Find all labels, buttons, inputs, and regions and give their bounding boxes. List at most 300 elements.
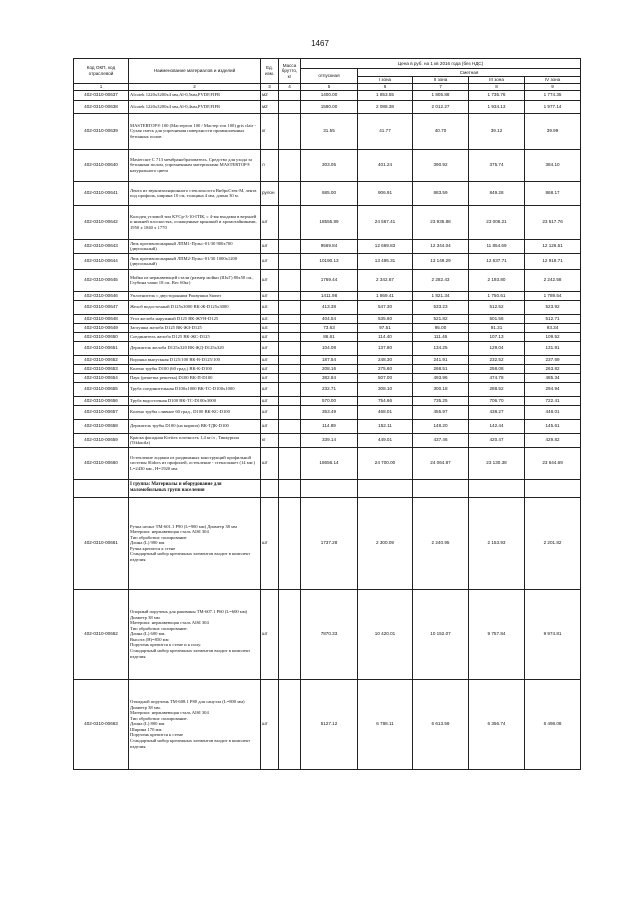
cell-release-price: 9569.84 bbox=[301, 239, 358, 253]
cell-mass bbox=[279, 113, 301, 149]
cell-zone-2: 1 821.34 bbox=[413, 291, 469, 300]
empty-cell bbox=[261, 479, 279, 497]
cell-zone-3: 23 130.38 bbox=[469, 447, 525, 479]
cell-zone-4: 6 498.08 bbox=[525, 679, 581, 769]
cell-name: Остекление лоджии из раздвижных конструкций профильной системы Slidors из профилей, остекление - стеклопакет (14 мм ) L=2430 мм., Н=1920 мм. bbox=[129, 447, 261, 479]
cell-unit: шт bbox=[261, 341, 279, 355]
cell-zone-4: 93.34 bbox=[525, 323, 581, 332]
cell-zone-3: 11 854.69 bbox=[469, 239, 525, 253]
header-price-group: Цена в руб. на 1 кв 2016 года (без НДС) bbox=[301, 59, 581, 69]
cell-unit: шт bbox=[261, 679, 279, 769]
cell-code: 402-0310-00663 bbox=[74, 679, 129, 769]
cell-zone-2: 2 012.27 bbox=[413, 100, 469, 113]
cell-zone-2: 24 064.87 bbox=[413, 447, 469, 479]
cell-release-price: 187.54 bbox=[301, 355, 358, 364]
empty-cell bbox=[413, 479, 469, 497]
cell-name: Паук (решетка решетка) D100 ВК-П-D100 bbox=[129, 373, 261, 382]
cell-code: 402-0310-00654 bbox=[74, 373, 129, 382]
cell-zone-4: 485.34 bbox=[525, 373, 581, 382]
cell-name: Краска фасадная Kiviteх плотность 1,4 кг/л , Тиккурила (Tikkurila) bbox=[129, 433, 261, 447]
cell-unit: шт bbox=[261, 355, 279, 364]
cell-zone-4: 23 644.69 bbox=[525, 447, 581, 479]
cell-unit: шт bbox=[261, 269, 279, 291]
cell-code: 402-0310-00661 bbox=[74, 497, 129, 589]
cell-release-price: 1411.98 bbox=[301, 291, 358, 300]
cell-zone-1: 906.91 bbox=[358, 181, 413, 205]
cell-zone-3: 2 193.80 bbox=[469, 269, 525, 291]
cell-zone-3: 1 735.76 bbox=[469, 90, 525, 100]
table-row bbox=[74, 323, 581, 332]
cell-release-price: 1400.00 bbox=[301, 90, 358, 100]
header-unit: Ед. изм. bbox=[261, 59, 279, 84]
cell-zone-1: 114.40 bbox=[358, 332, 413, 341]
cell-name: Колено трубы сливное 60 град., D100 ВК-КС-D100 bbox=[129, 405, 261, 419]
cell-zone-1: 10 420.01 bbox=[358, 589, 413, 679]
cell-zone-4: 2 242.58 bbox=[525, 269, 581, 291]
cell-zone-2: 148.20 bbox=[413, 419, 469, 433]
column-number: 8 bbox=[469, 84, 525, 91]
cell-mass bbox=[279, 679, 301, 769]
cell-zone-3: 91.31 bbox=[469, 323, 525, 332]
cell-zone-4: 145.61 bbox=[525, 419, 581, 433]
column-number: 5 bbox=[301, 84, 358, 91]
column-number: 7 bbox=[413, 84, 469, 91]
cell-unit: шт bbox=[261, 396, 279, 405]
cell-zone-2: 300.18 bbox=[413, 382, 469, 396]
cell-mass bbox=[279, 364, 301, 373]
header-mass: Масса брутто, кг bbox=[279, 59, 301, 84]
cell-name: MASTERTOP® 100 (Мастертоп 100 / Мастер топ 100) gris clair - Сухая смесь для упрочнения поверхности промышленных бетонных полов bbox=[129, 113, 261, 149]
cell-zone-3: 512.52 bbox=[469, 300, 525, 314]
cell-zone-4: 131.91 bbox=[525, 341, 581, 355]
cell-zone-2: 2 282.43 bbox=[413, 269, 469, 291]
cell-mass bbox=[279, 323, 301, 332]
cell-release-price: 18555.89 bbox=[301, 205, 358, 239]
table-row bbox=[74, 497, 581, 589]
cell-zone-1: 2 342.67 bbox=[358, 269, 413, 291]
cell-zone-1: 152.11 bbox=[358, 419, 413, 433]
cell-release-price: 685.00 bbox=[301, 181, 358, 205]
cell-name: Alcotek 1220x3200x4 мм,Al-0,5мм,PVDF,FIFR bbox=[129, 90, 261, 100]
header-code: Код ОКП, код отраслевой bbox=[74, 59, 129, 84]
cell-mass bbox=[279, 90, 301, 100]
header-zone-4: IV зона bbox=[525, 77, 581, 84]
table-row bbox=[74, 291, 581, 300]
cell-mass bbox=[279, 589, 301, 679]
cell-zone-3: 232.52 bbox=[469, 355, 525, 364]
cell-zone-3: 501.56 bbox=[469, 314, 525, 323]
cell-zone-3: 1 750.61 bbox=[469, 291, 525, 300]
cell-zone-2: 533.23 bbox=[413, 300, 469, 314]
cell-zone-4: 23 517.76 bbox=[525, 205, 581, 239]
cell-code: 402-0310-00643 bbox=[74, 239, 129, 253]
empty-cell bbox=[279, 479, 301, 497]
table-row bbox=[74, 253, 581, 269]
cell-code: 402-0310-00645 bbox=[74, 269, 129, 291]
column-number: 2 bbox=[129, 84, 261, 91]
cell-mass bbox=[279, 181, 301, 205]
cell-code: 402-0310-00651 bbox=[74, 341, 129, 355]
cell-zone-3: 12 637.71 bbox=[469, 253, 525, 269]
cell-unit: шт bbox=[261, 253, 279, 269]
cell-name: Держатель трубы D100 (на кирпич) ВК-ТДК-D100 bbox=[129, 419, 261, 433]
table-row bbox=[74, 239, 581, 253]
cell-code: 402-0310-00655 bbox=[74, 382, 129, 396]
cell-zone-3: 9 757.84 bbox=[469, 589, 525, 679]
cell-mass bbox=[279, 100, 301, 113]
cell-zone-2: 95.00 bbox=[413, 323, 469, 332]
cell-zone-2: 521.82 bbox=[413, 314, 469, 323]
cell-code: 402-0310-00647 bbox=[74, 300, 129, 314]
cell-zone-1: 2 300.09 bbox=[358, 497, 413, 589]
cell-zone-2: 1 805.88 bbox=[413, 90, 469, 100]
cell-zone-4: 448.01 bbox=[525, 405, 581, 419]
cell-name: Мойка из нержавеющей стали (размер мойки (ШхГ) 80х50 см., Глубина чаши 18 см. Вес 60кг) bbox=[129, 269, 261, 291]
table-row bbox=[74, 149, 581, 181]
cell-code: 402-0310-00658 bbox=[74, 419, 129, 433]
empty-cell bbox=[74, 479, 129, 497]
column-number: 4 bbox=[279, 84, 301, 91]
cell-mass bbox=[279, 433, 301, 447]
cell-zone-4: 1 774.35 bbox=[525, 90, 581, 100]
table-row bbox=[74, 300, 581, 314]
cell-mass bbox=[279, 341, 301, 355]
cell-code: 402-0310-00641 bbox=[74, 181, 129, 205]
cell-unit: шт bbox=[261, 364, 279, 373]
empty-cell bbox=[525, 479, 581, 497]
cell-zone-3: 375.74 bbox=[469, 149, 525, 181]
cell-name: Воронка выпускная D125/100 ВК-В-D125/100 bbox=[129, 355, 261, 364]
cell-name: Желоб водосточный D125х3000 ВК-Ж-D125х3000 bbox=[129, 300, 261, 314]
group-row bbox=[74, 479, 581, 497]
table-row bbox=[74, 396, 581, 405]
cell-code: 402-0310-00660 bbox=[74, 447, 129, 479]
cell-code: 402-0310-00662 bbox=[74, 589, 129, 679]
cell-release-price: 232.71 bbox=[301, 382, 358, 396]
table-body bbox=[74, 90, 581, 769]
cell-unit: м2 bbox=[261, 90, 279, 100]
cell-name: Держатель желоба D125х320 ВК-ЖД-D125х320 bbox=[129, 341, 261, 355]
cell-zone-1: 12 669.83 bbox=[358, 239, 413, 253]
cell-release-price: 104.08 bbox=[301, 341, 358, 355]
cell-code: 402-0310-00642 bbox=[74, 205, 129, 239]
cell-mass bbox=[279, 332, 301, 341]
cell-name: Опорный поручень для раковины ТМ-607.1 Р60 (L=600 мм) Диаметр 38 мм Материал: нержавеющая сталь AISI 304 Тип обработки: полирование. Длина (L) 600 мм. Высота (Н)=850 мм Поручень крепится к стене и к полу. Стандартный набор крепежных элементов входит в комплект изделия bbox=[129, 589, 261, 679]
cell-unit: кг bbox=[261, 113, 279, 149]
cell-unit: шт bbox=[261, 239, 279, 253]
cell-code: 402-0310-00648 bbox=[74, 314, 129, 323]
cell-code: 402-0310-00659 bbox=[74, 433, 129, 447]
column-number: 1 bbox=[74, 84, 129, 91]
cell-unit: шт bbox=[261, 497, 279, 589]
cell-unit: шт bbox=[261, 291, 279, 300]
cell-zone-2: 13 149.29 bbox=[413, 253, 469, 269]
cell-mass bbox=[279, 291, 301, 300]
cell-name: Откидной поручень ТМ-608.1 Р80 для санузла (L=800 мм) Диаметр 38 мм. Материал: нержавеющая сталь AISI 304 Тип обработки: полирование. Длина (L) 800 мм Ширина 170 мм. Поручень крепится к стене Стандартный набор крепежных элементов входит в комплект изделия bbox=[129, 679, 261, 769]
cell-mass bbox=[279, 314, 301, 323]
cell-release-price: 31.55 bbox=[301, 113, 358, 149]
cell-release-price: 7870.33 bbox=[301, 589, 358, 679]
cell-zone-2: 883.59 bbox=[413, 181, 469, 205]
cell-mass bbox=[279, 396, 301, 405]
cell-name: Mastercure C 713 мембранобразователь. Средство для ухода за бетонным полом, упрочненным материалами MASTERTOP® натурального цвета bbox=[129, 149, 261, 181]
cell-unit: шт. bbox=[261, 314, 279, 323]
cell-name: Лента из звукоизоляционного стеклохолста ВиброСтек-М, лента под профиль, ширина 10 см, толщина 4 мм, длина 30 м. bbox=[129, 181, 261, 205]
table-row bbox=[74, 364, 581, 373]
cell-mass bbox=[279, 149, 301, 181]
table-row bbox=[74, 100, 581, 113]
cell-zone-1: 547.30 bbox=[358, 300, 413, 314]
cell-zone-2: 493.96 bbox=[413, 373, 469, 382]
cell-zone-4: 512.71 bbox=[525, 314, 581, 323]
cell-release-price: 1580.00 bbox=[301, 100, 358, 113]
table-row bbox=[74, 332, 581, 341]
header-estimate: Сметная bbox=[358, 69, 581, 77]
column-number: 3 bbox=[261, 84, 279, 91]
cell-zone-2: 268.51 bbox=[413, 364, 469, 373]
cell-release-price: 86.61 bbox=[301, 332, 358, 341]
cell-zone-1: 13 495.31 bbox=[358, 253, 413, 269]
cell-zone-2: 111.46 bbox=[413, 332, 469, 341]
cell-zone-1: 754.66 bbox=[358, 396, 413, 405]
cell-unit: л bbox=[261, 149, 279, 181]
cell-release-price: 413.38 bbox=[301, 300, 358, 314]
cell-zone-3: 2 153.93 bbox=[469, 497, 525, 589]
cell-release-price: 18656.14 bbox=[301, 447, 358, 479]
cell-zone-2: 12 344.04 bbox=[413, 239, 469, 253]
cell-zone-1: 24 567.41 bbox=[358, 205, 413, 239]
cell-code: 402-0310-00646 bbox=[74, 291, 129, 300]
cell-mass bbox=[279, 419, 301, 433]
table-row bbox=[74, 181, 581, 205]
header-name: Наименование материалов и изделий bbox=[129, 59, 261, 84]
cell-zone-3: 258.08 bbox=[469, 364, 525, 373]
cell-name: Ручка штанг ТМ-601.1 Р90 (L=900 мм) Диаметр 38 мм Материал: нержавеющая сталь AISI 304 Тип обработки: полирование Длина (L) 900 мм Ручка крепится к стене Стандартный набор крепежных элементов входит в комплект изделия bbox=[129, 497, 261, 589]
cell-zone-1: 97.51 bbox=[358, 323, 413, 332]
cell-zone-4: 9 974.81 bbox=[525, 589, 581, 679]
cell-zone-2: 455.97 bbox=[413, 405, 469, 419]
cell-mass bbox=[279, 447, 301, 479]
cell-zone-2: 40.70 bbox=[413, 113, 469, 149]
cell-zone-4: 384.10 bbox=[525, 149, 581, 181]
cell-zone-4: 237.69 bbox=[525, 355, 581, 364]
cell-unit: шт bbox=[261, 382, 279, 396]
cell-name: Люк противопожарный ЛПМ1-Пульс-01/30 900х700 (двупольный) bbox=[129, 239, 261, 253]
cell-zone-3: 142.44 bbox=[469, 419, 525, 433]
price-table bbox=[73, 58, 581, 770]
cell-name: Труба водосточная D100 ВК-ТС-D100х3000 bbox=[129, 396, 261, 405]
empty-cell bbox=[358, 479, 413, 497]
cell-zone-2: 390.92 bbox=[413, 149, 469, 181]
cell-zone-4: 429.82 bbox=[525, 433, 581, 447]
cell-release-price: 404.54 bbox=[301, 314, 358, 323]
cell-name: Люк противопожарный ЛПМ2-Пульс-01/30 1000х1200 (двупольный) bbox=[129, 253, 261, 269]
cell-zone-2: 23 935.88 bbox=[413, 205, 469, 239]
cell-mass bbox=[279, 373, 301, 382]
cell-zone-3: 706.70 bbox=[469, 396, 525, 405]
cell-code: 402-0310-00639 bbox=[74, 113, 129, 149]
cell-zone-2: 735.25 bbox=[413, 396, 469, 405]
cell-code: 402-0310-00652 bbox=[74, 355, 129, 364]
cell-zone-3: 1 934.13 bbox=[469, 100, 525, 113]
cell-zone-3: 420.47 bbox=[469, 433, 525, 447]
cell-mass bbox=[279, 253, 301, 269]
cell-zone-2: 241.91 bbox=[413, 355, 469, 364]
cell-zone-2: 134.25 bbox=[413, 341, 469, 355]
cell-zone-1: 535.60 bbox=[358, 314, 413, 323]
table-row bbox=[74, 419, 581, 433]
cell-zone-4: 294.94 bbox=[525, 382, 581, 396]
cell-zone-1: 2 088.38 bbox=[358, 100, 413, 113]
cell-zone-4: 12 126.51 bbox=[525, 239, 581, 253]
cell-release-price: 10190.13 bbox=[301, 253, 358, 269]
cell-unit: шт. bbox=[261, 300, 279, 314]
cell-zone-2: 437.46 bbox=[413, 433, 469, 447]
cell-release-price: 339.14 bbox=[301, 433, 358, 447]
table-row bbox=[74, 90, 581, 100]
cell-zone-3: 6 356.74 bbox=[469, 679, 525, 769]
table-row bbox=[74, 205, 581, 239]
cell-unit: рулон bbox=[261, 181, 279, 205]
cell-code: 402-0310-00656 bbox=[74, 396, 129, 405]
cell-zone-2: 10 152.07 bbox=[413, 589, 469, 679]
cell-code: 402-0310-00653 bbox=[74, 364, 129, 373]
header-zone-1: I зона bbox=[358, 77, 413, 84]
cell-mass bbox=[279, 300, 301, 314]
cell-mass bbox=[279, 497, 301, 589]
cell-zone-4: 2 201.82 bbox=[525, 497, 581, 589]
cell-code: 402-0310-00644 bbox=[74, 253, 129, 269]
cell-unit: шт bbox=[261, 589, 279, 679]
table-row bbox=[74, 373, 581, 382]
cell-zone-1: 1 853.55 bbox=[358, 90, 413, 100]
cell-zone-4: 109.52 bbox=[525, 332, 581, 341]
table-row bbox=[74, 269, 581, 291]
table-row bbox=[74, 341, 581, 355]
cell-zone-1: 6 788.11 bbox=[358, 679, 413, 769]
cell-zone-4: 1 789.54 bbox=[525, 291, 581, 300]
cell-zone-3: 107.13 bbox=[469, 332, 525, 341]
cell-code: 402-0310-00638 bbox=[74, 100, 129, 113]
cell-zone-3: 474.78 bbox=[469, 373, 525, 382]
cell-release-price: 1769.44 bbox=[301, 269, 358, 291]
cell-zone-3: 129.04 bbox=[469, 341, 525, 355]
cell-zone-3: 288.52 bbox=[469, 382, 525, 396]
cell-code: 402-0310-00637 bbox=[74, 90, 129, 100]
cell-name: Колено трубы D100 (60 град.) ВК-К-D100 bbox=[129, 364, 261, 373]
cell-unit: кг bbox=[261, 433, 279, 447]
cell-mass bbox=[279, 355, 301, 364]
table-row bbox=[74, 589, 581, 679]
cell-zone-3: 849.28 bbox=[469, 181, 525, 205]
header-release: отпускная bbox=[301, 69, 358, 84]
group-title: I группа: Материалы и оборудование для маломобильных групп населения bbox=[129, 479, 261, 497]
cell-release-price: 570.00 bbox=[301, 396, 358, 405]
cell-release-price: 5127.12 bbox=[301, 679, 358, 769]
table-row bbox=[74, 113, 581, 149]
cell-release-price: 73.63 bbox=[301, 323, 358, 332]
cell-zone-2: 6 613.59 bbox=[413, 679, 469, 769]
table-row bbox=[74, 405, 581, 419]
cell-zone-3: 23 006.21 bbox=[469, 205, 525, 239]
column-number: 6 bbox=[358, 84, 413, 91]
cell-unit: шт. bbox=[261, 323, 279, 332]
cell-zone-4: 1 977.14 bbox=[525, 100, 581, 113]
cell-zone-1: 507.00 bbox=[358, 373, 413, 382]
cell-zone-1: 449.01 bbox=[358, 433, 413, 447]
header-zone-2: II зона bbox=[413, 77, 469, 84]
cell-name: Соединитель желоба D125 ВК-ЖС-D125 bbox=[129, 332, 261, 341]
cell-unit: шт bbox=[261, 205, 279, 239]
table-row bbox=[74, 679, 581, 769]
cell-mass bbox=[279, 382, 301, 396]
cell-name: Колодец угловой тип КУСр-3-10-ГПК, с 4-мя входами в верхней и нижней плоскостях, оснащенные крышкой и хромотайниками, 1950 х 1840 х 1770 bbox=[129, 205, 261, 239]
cell-zone-1: 275.60 bbox=[358, 364, 413, 373]
cell-mass bbox=[279, 205, 301, 239]
cell-name: Угол желоба наружный D125 ВК-ЖУН-D125 bbox=[129, 314, 261, 323]
column-number: 9 bbox=[525, 84, 581, 91]
cell-unit: шт bbox=[261, 332, 279, 341]
cell-release-price: 1737.28 bbox=[301, 497, 358, 589]
cell-mass bbox=[279, 405, 301, 419]
cell-zone-1: 401.24 bbox=[358, 149, 413, 181]
cell-zone-4: 39.99 bbox=[525, 113, 581, 149]
cell-name: Уплотнитель с двусторонним Роквушки Stoner bbox=[129, 291, 261, 300]
cell-zone-2: 2 240.95 bbox=[413, 497, 469, 589]
cell-code: 402-0310-00650 bbox=[74, 332, 129, 341]
table-row bbox=[74, 355, 581, 364]
cell-zone-4: 868.17 bbox=[525, 181, 581, 205]
cell-release-price: 353.49 bbox=[301, 405, 358, 419]
cell-unit: шт bbox=[261, 373, 279, 382]
cell-zone-1: 24 700.00 bbox=[358, 447, 413, 479]
cell-zone-1: 248.30 bbox=[358, 355, 413, 364]
header-zone-3: III зона bbox=[469, 77, 525, 84]
cell-code: 402-0310-00649 bbox=[74, 323, 129, 332]
cell-zone-1: 308.10 bbox=[358, 382, 413, 396]
cell-mass bbox=[279, 239, 301, 253]
cell-release-price: 208.16 bbox=[301, 364, 358, 373]
cell-zone-3: 438.27 bbox=[469, 405, 525, 419]
cell-release-price: 382.84 bbox=[301, 373, 358, 382]
table-row bbox=[74, 433, 581, 447]
cell-zone-4: 12 918.71 bbox=[525, 253, 581, 269]
page-number: 1467 bbox=[311, 39, 329, 48]
table-row bbox=[74, 447, 581, 479]
cell-unit: шт bbox=[261, 447, 279, 479]
cell-unit: шт bbox=[261, 405, 279, 419]
cell-name: Заглушка желоба D125 ВК-ЖЗ-D125 bbox=[129, 323, 261, 332]
cell-zone-1: 137.80 bbox=[358, 341, 413, 355]
cell-zone-1: 41.77 bbox=[358, 113, 413, 149]
empty-cell bbox=[301, 479, 358, 497]
cell-name: Alcotek 1220x3200x4 мм,Al-0,4мм,PVDF,FIFR bbox=[129, 100, 261, 113]
cell-release-price: 303.05 bbox=[301, 149, 358, 181]
cell-name: Труба соединительная D100х1000 ВК-ТС-D100х1000 bbox=[129, 382, 261, 396]
cell-unit: м2 bbox=[261, 100, 279, 113]
cell-mass bbox=[279, 269, 301, 291]
cell-unit: шт bbox=[261, 419, 279, 433]
cell-zone-4: 722.41 bbox=[525, 396, 581, 405]
table-row bbox=[74, 382, 581, 396]
cell-zone-1: 468.01 bbox=[358, 405, 413, 419]
empty-cell bbox=[469, 479, 525, 497]
cell-code: 402-0310-00657 bbox=[74, 405, 129, 419]
cell-zone-4: 263.82 bbox=[525, 364, 581, 373]
cell-zone-1: 1 869.41 bbox=[358, 291, 413, 300]
cell-zone-3: 39.12 bbox=[469, 113, 525, 149]
cell-zone-4: 523.92 bbox=[525, 300, 581, 314]
